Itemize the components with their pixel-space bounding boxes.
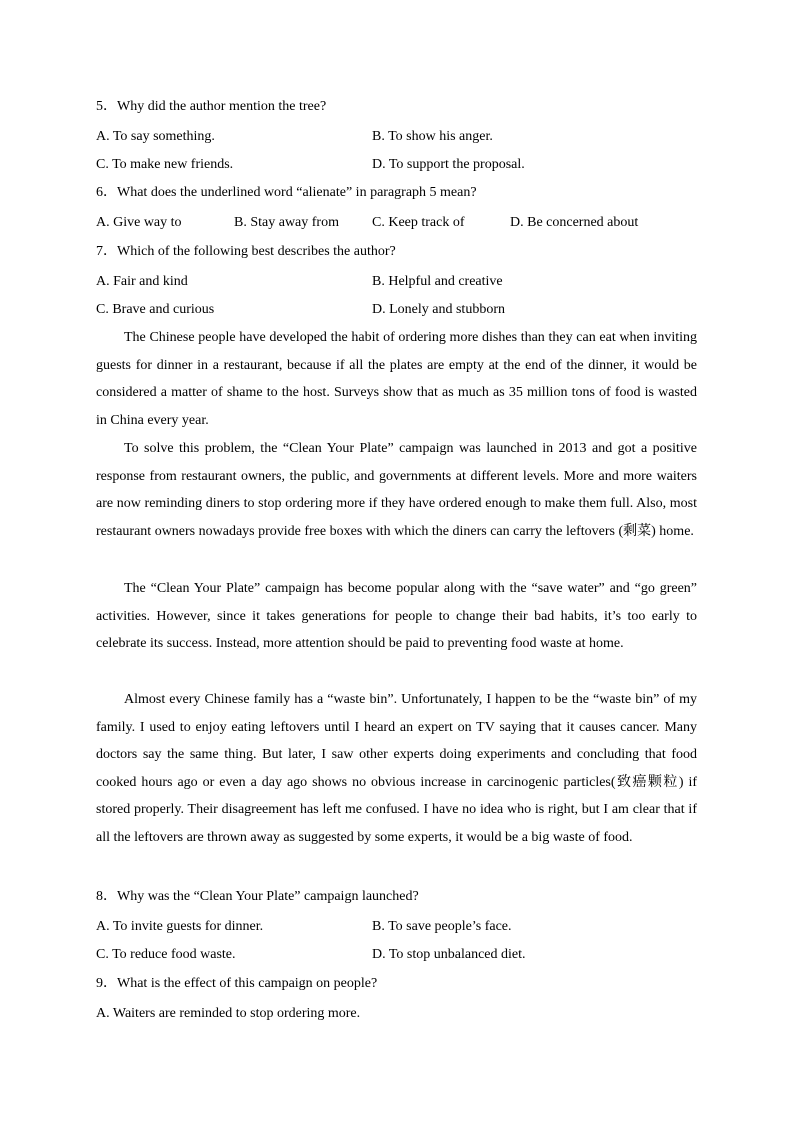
passage-paragraph-1: The Chinese people have developed the habit of ordering more dishes than they can eat when inviting guests for dinner in a restaurant, because if all the plates are empty at the end of the dinner, it would be considered a matter of shame to the host. Surveys show that as much as 35 million tons of food is wasted in China every year.: [96, 330, 697, 428]
question-6-option-c: C. Keep track of: [372, 215, 465, 230]
question-8-option-c: C. To reduce food waste.: [96, 947, 236, 962]
question-6-option-d: D. Be concerned about: [510, 215, 639, 230]
passage-paragraph-2: To solve this problem, the “Clean Your Plate” campaign was launched in 2013 and got a positive response from restaurant owners, the public, and governments at different levels. More and more waiters are now reminding diners to stop ordering more if they have ordered enough to make them full. Also, most restaurant owners nowadays provide free boxes with which the diners can carry the leftovers (剩菜) home.: [96, 441, 697, 539]
question-7-stem: 7．Which of the following best describes the author?: [96, 244, 396, 259]
question-8-option-b: B. To save people’s face.: [372, 919, 512, 934]
question-9-option-a: A. Waiters are reminded to stop ordering more.: [96, 1006, 361, 1021]
question-7-option-a: A. Fair and kind: [96, 274, 188, 289]
question-5-option-d: D. To support the proposal.: [372, 157, 525, 172]
question-5-option-c: C. To make new friends.: [96, 157, 234, 172]
question-5-option-a: A. To say something.: [96, 129, 215, 144]
question-5-option-b: B. To show his anger.: [372, 129, 493, 144]
question-6-option-a: A. Give way to: [96, 215, 182, 230]
question-8-option-a: A. To invite guests for dinner.: [96, 919, 264, 934]
question-7-option-b: B. Helpful and creative: [372, 274, 503, 289]
question-6-stem: 6．What does the underlined word “alienate” in paragraph 5 mean?: [96, 185, 477, 200]
question-7-option-c: C. Brave and curious: [96, 302, 215, 317]
question-9-stem: 9．What is the effect of this campaign on people?: [96, 976, 378, 991]
question-7-option-d: D. Lonely and stubborn: [372, 302, 505, 317]
passage-paragraph-4: Almost every Chinese family has a “waste bin”. Unfortunately, I happen to be the “waste bin” of my family. I used to enjoy eating leftovers until I heard an expert on TV saying that it causes cancer. Many doctors say the same thing. But later, I saw other experts doing experiments and concluding that food cooked hours ago or even a day ago shows no obvious increase in carcinogenic particles(致癌颗粒) if stored properly. Their disagreement has left me confused. I have no idea who is right, but I am clear that if all the leftovers are thrown away as suggested by some experts, it would be a big waste of food.: [96, 692, 697, 845]
question-8-option-d: D. To stop unbalanced diet.: [372, 947, 526, 962]
passage-paragraph-3: The “Clean Your Plate” campaign has become popular along with the “save water” and “go green” activities. However, since it takes generations for people to change their bad habits, it’s too early to celebrate its success. Instead, more attention should be paid to preventing food waste at home.: [96, 581, 697, 652]
question-5-stem: 5．Why did the author mention the tree?: [96, 99, 327, 114]
question-6-option-b: B. Stay away from: [234, 215, 339, 230]
question-8-stem: 8．Why was the “Clean Your Plate” campaign launched?: [96, 889, 419, 904]
